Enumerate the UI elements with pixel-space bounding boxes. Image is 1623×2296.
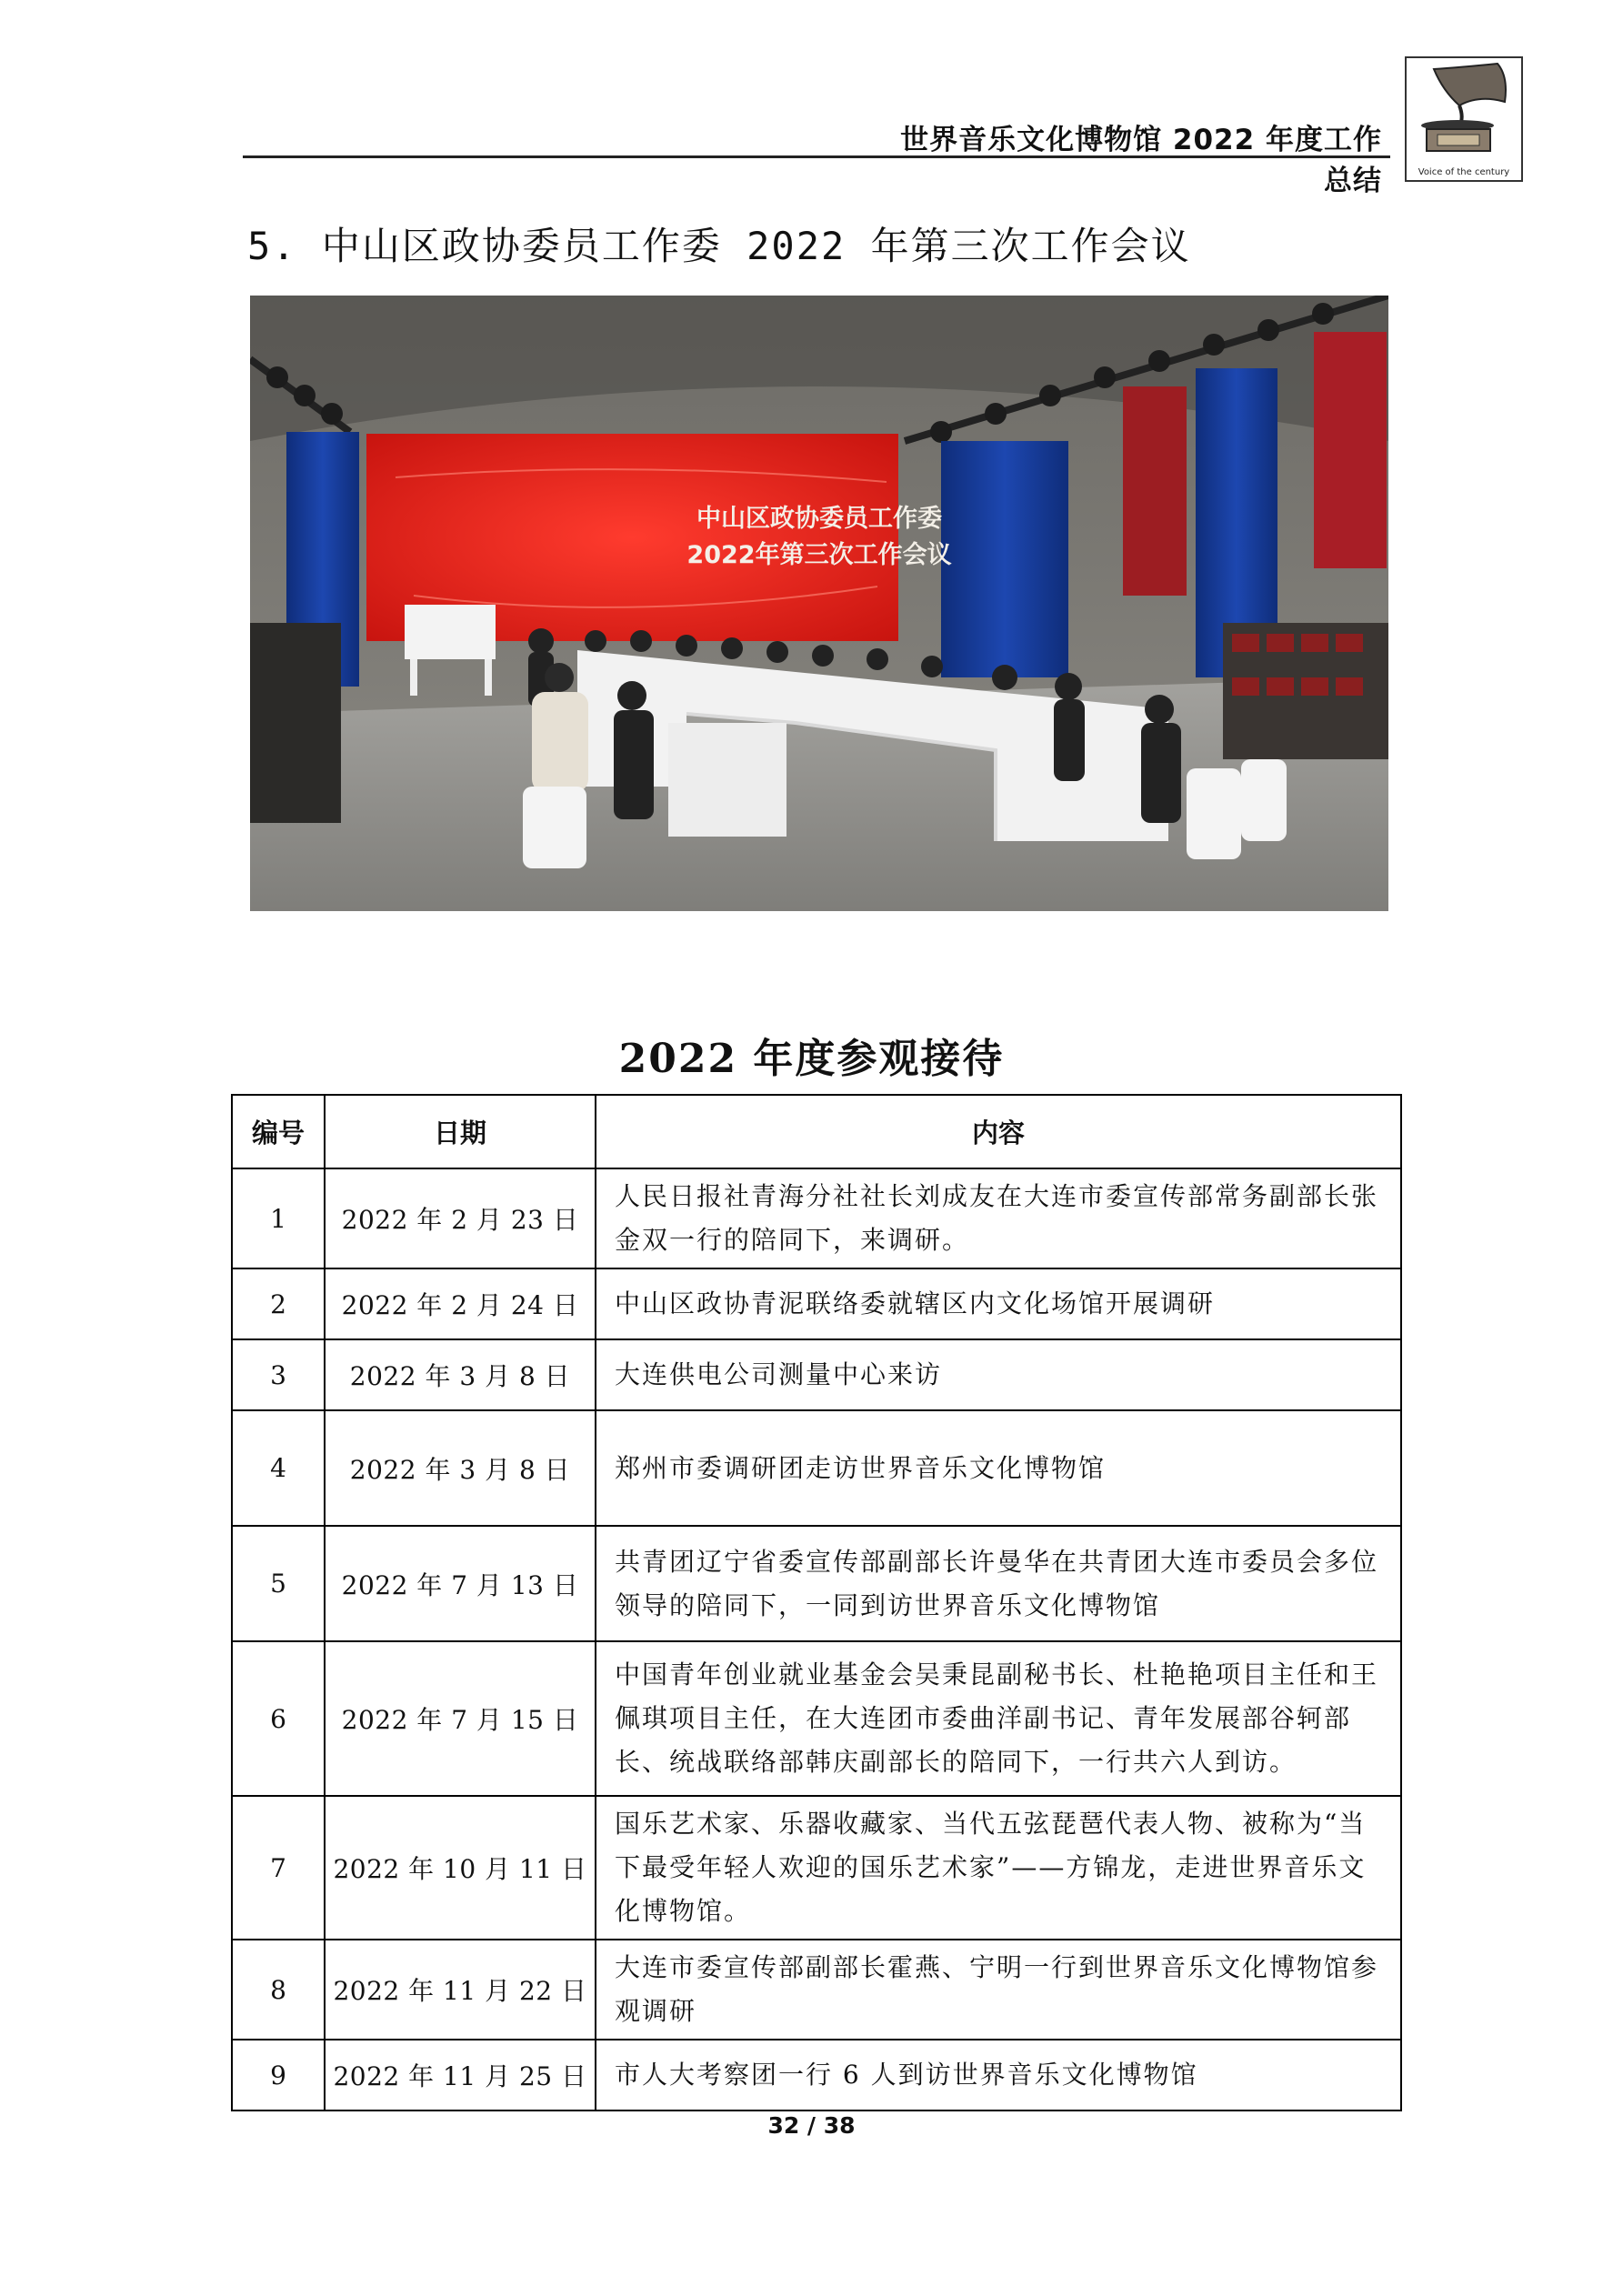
header-divider <box>243 155 1390 158</box>
row-content: 大连供电公司测量中心来访 <box>596 1339 1401 1410</box>
row-date: 2022 年 2 月 23 日 <box>325 1168 596 1268</box>
logo-caption: Voice of the century <box>1418 167 1510 177</box>
screen-caption-line2: 2022年第三次工作会议 <box>686 541 952 569</box>
row-number: 5 <box>232 1526 325 1641</box>
table-row <box>232 1796 1401 1940</box>
row-number: 8 <box>232 1940 325 2040</box>
table-row <box>232 1641 1401 1796</box>
row-content: 中国青年创业就业基金会吴秉昆副秘书长、杜艳艳项目主任和王佩琪项目主任，在大连团市委曲洋副书记、青年发展部谷轲部长、统战联络部韩庆副部长的陪同下，一行共六人到访。 <box>596 1641 1401 1796</box>
row-content: 郑州市委调研团走访世界音乐文化博物馆 <box>596 1410 1401 1526</box>
header-date: 日期 <box>325 1095 596 1168</box>
table-row <box>232 1168 1401 1268</box>
row-number: 9 <box>232 2040 325 2111</box>
table-header-row <box>232 1095 1401 1168</box>
row-content: 国乐艺术家、乐器收藏家、当代五弦琵琶代表人物、被称为“当下最受年轻人欢迎的国乐艺术家”——方锦龙，走进世界音乐文化博物馆。 <box>596 1796 1401 1940</box>
row-number: 3 <box>232 1339 325 1410</box>
row-date: 2022 年 3 月 8 日 <box>325 1339 596 1410</box>
section-heading: 5. 中山区政协委员工作委 2022 年第三次工作会议 <box>247 224 1191 268</box>
row-number: 1 <box>232 1168 325 1268</box>
row-date: 2022 年 7 月 15 日 <box>325 1641 596 1796</box>
gramophone-icon <box>1407 58 1521 158</box>
row-date: 2022 年 11 月 25 日 <box>325 2040 596 2111</box>
row-date: 2022 年 7 月 13 日 <box>325 1526 596 1641</box>
header-no: 编号 <box>232 1095 325 1168</box>
row-content: 大连市委宣传部副部长霍燕、宁明一行到世界音乐文化博物馆参观调研 <box>596 1940 1401 2040</box>
header-content: 内容 <box>596 1095 1401 1168</box>
table-row <box>232 2040 1401 2111</box>
page-number: 32 / 38 <box>767 2112 856 2139</box>
row-date: 2022 年 10 月 11 日 <box>325 1796 596 1940</box>
row-content: 共青团辽宁省委宣传部副部长许曼华在共青团大连市委员会多位领导的陪同下，一同到访世界音乐文化博物馆 <box>596 1526 1401 1641</box>
meeting-photo <box>250 296 1388 911</box>
row-number: 2 <box>232 1268 325 1339</box>
table-row <box>232 1339 1401 1410</box>
row-number: 4 <box>232 1410 325 1526</box>
table-title: 2022 年度参观接待 <box>618 1036 1005 1082</box>
table-row <box>232 1410 1401 1526</box>
row-date: 2022 年 11 月 22 日 <box>325 1940 596 2040</box>
table-row <box>232 1268 1401 1339</box>
museum-logo <box>1405 56 1523 182</box>
row-number: 6 <box>232 1641 325 1796</box>
row-number: 7 <box>232 1796 325 1940</box>
row-date: 2022 年 2 月 24 日 <box>325 1268 596 1339</box>
row-date: 2022 年 3 月 8 日 <box>325 1410 596 1526</box>
row-content: 市人大考察团一行 6 人到访世界音乐文化博物馆 <box>596 2040 1401 2111</box>
table-row <box>232 1526 1401 1641</box>
table-row <box>232 1940 1401 2040</box>
visits-table <box>231 1094 1402 2111</box>
row-content: 中山区政协青泥联络委就辖区内文化场馆开展调研 <box>596 1268 1401 1339</box>
document-header-title: 世界音乐文化博物馆 2022 年度工作总结 <box>900 124 1382 197</box>
screen-caption-line1: 中山区政协委员工作委 <box>696 505 942 533</box>
row-content: 人民日报社青海分社社长刘成友在大连市委宣传部常务副部长张金双一行的陪同下，来调研。 <box>596 1168 1401 1268</box>
